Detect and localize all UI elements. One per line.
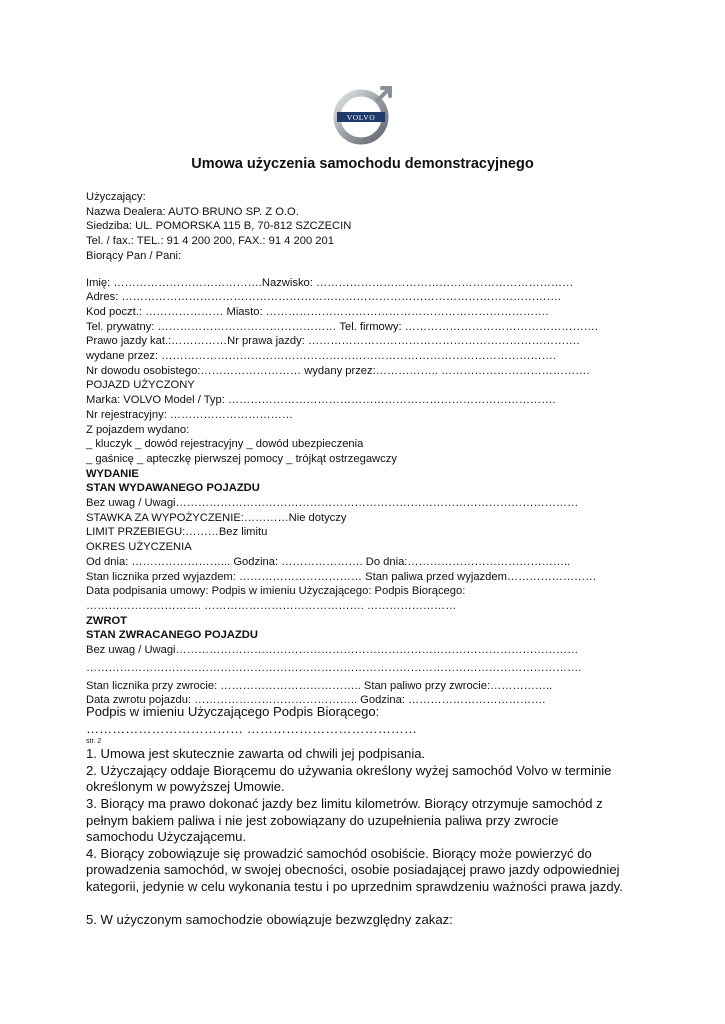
term-line-5: 5. W użyczonym samochodzie obowiązuje bezwzględny zakaz: — [86, 911, 453, 927]
field-line: Tel. prywatny: ………………………………………… Tel. firmowy: ……………………………………………. — [86, 320, 598, 333]
field-line: Kod poczt.: ………………… Miasto: …………………………………………………………………. — [86, 305, 549, 318]
field-line: _ gaśnicę _ apteczkę pierwszej pomocy _ trójkąt ostrzegawczy — [86, 452, 397, 465]
field-line: Nr rejestracyjny: …………………………… — [86, 408, 293, 421]
return-line: Bez uwag / Uwagi……………………………………………………………………………………………… — [86, 644, 579, 657]
section-heading-return: ZWROT — [86, 614, 128, 627]
section-subheading-issue: STAN WYDAWANEGO POJAZDU — [86, 482, 260, 495]
field-line: Z pojazdem wydano: — [86, 423, 190, 436]
header-line: Biorący Pan / Pani: — [86, 249, 182, 262]
field-line: _ kluczyk _ dowód rejestracyjny _ dowód ubezpieczenia — [86, 438, 364, 451]
field-line: POJAZD UŻYCZONY — [86, 379, 195, 392]
field-line: Nr dowodu osobistego:……………………… wydany przez:…………….. …………………………………. — [86, 364, 590, 377]
logo-text: VOLVO — [346, 113, 376, 122]
signature-label: Podpis w imieniu Użyczającego Podpis Biorącego: — [86, 704, 380, 719]
document-title: Umowa użyczenia samochodu demonstracyjnego — [191, 156, 534, 172]
signature-dots: ……………………………… ………………………………… — [86, 720, 417, 736]
term-line: pełnym bakiem paliwa i nie jest zobowiązany do uzupełnienia paliwa przy zwrocie — [86, 812, 559, 828]
term-line: kategorii, jedynie w celu wykonania testu i po uprzednim sprawdzeniu ważności prawa jazdy. — [86, 878, 623, 894]
page-label: str. 2 — [86, 738, 102, 746]
header-line: Nazwa Dealera: AUTO BRUNO SP. Z O.O. — [86, 205, 299, 218]
volvo-logo-icon — [330, 82, 396, 148]
return-line: Stan licznika przy zwrocie: ……………………………….. Stan paliwo przy zwrocie:…………….. — [86, 679, 553, 692]
issue-line: Data podpisania umowy: Podpis w imieniu Użyczającego: Podpis Biorącego: — [86, 585, 466, 598]
issue-line: …………………………. ……………………………………. …………………… — [86, 599, 457, 612]
term-line: 3. Biorący ma prawo dokonać jazdy bez limitu kilometrów. Biorący otrzymuje samochód z — [86, 795, 603, 811]
header-line: Siedziba: UL. POMORSKA 115 B, 70-812 SZCZECIN — [86, 220, 352, 233]
lender-block — [86, 190, 646, 708]
issue-line: OKRES UŻYCZENIA — [86, 541, 192, 554]
header-line: Tel. / fax.: TEL.: 91 4 200 200, FAX.: 91 4 200 201 — [86, 235, 334, 248]
term-line: 1. Umowa jest skutecznie zawarta od chwili jej podpisania. — [86, 746, 426, 762]
term-line: samochodu Użyczającemu. — [86, 829, 247, 845]
return-line: Data zwrotu pojazdu: …………………………………….. Godzina: ………………………………. — [86, 694, 546, 707]
field-line: Marka: VOLVO Model / Typ: ……………………………………………………………………………. — [86, 394, 556, 407]
issue-line: LIMIT PRZEBIEGU:………Bez limitu — [86, 526, 268, 539]
terms-block — [86, 704, 646, 928]
field-line: Imię: ………………………………….Nazwisko: …………………………………………………………… — [86, 276, 574, 289]
issue-line: Stan licznika przed wyjazdem: …………………………… Stan paliwa przed wyjazdem…………………… — [86, 570, 597, 583]
term-line: prowadzenia samochód, w swojej obecności, osobie posiadającej prawo jazdy odpowiedniej — [86, 862, 620, 878]
term-line: 2. Użyczający oddaje Biorącemu do używania określony wyżej samochód Volvo w terminie — [86, 762, 612, 778]
section-subheading-return: STAN ZWRACANEGO POJAZDU — [86, 629, 258, 642]
field-line: Adres: ………………………………………………………………………………………………………. — [86, 291, 561, 304]
issue-line: Od dnia: ……………………... Godzina: …………………. Do dnia:…………………………………….. — [86, 555, 571, 568]
issue-line: Bez uwag / Uwagi……………………………………………………………………………………………… — [86, 497, 579, 510]
field-line: Prawo jazdy kat.:……………Nr prawa jazdy: ………………………………………………………………. — [86, 335, 580, 348]
section-heading-issue: WYDANIE — [86, 467, 139, 480]
issue-line: STAWKA ZA WYPOŻYCZENIE:…………Nie dotyczy — [86, 511, 347, 524]
return-line: ……………………………………………………………………………………………………………………. — [86, 661, 582, 674]
header-line: Użyczający: — [86, 191, 146, 203]
term-line: określonym w powyższej Umowie. — [86, 779, 285, 795]
field-line: wydane przez: ……………………………………………………………………………………………. — [86, 350, 556, 363]
term-line: 4. Biorący zobowiązuje się prowadzić samochód osobiście. Biorący może powierzyć do — [86, 845, 592, 861]
